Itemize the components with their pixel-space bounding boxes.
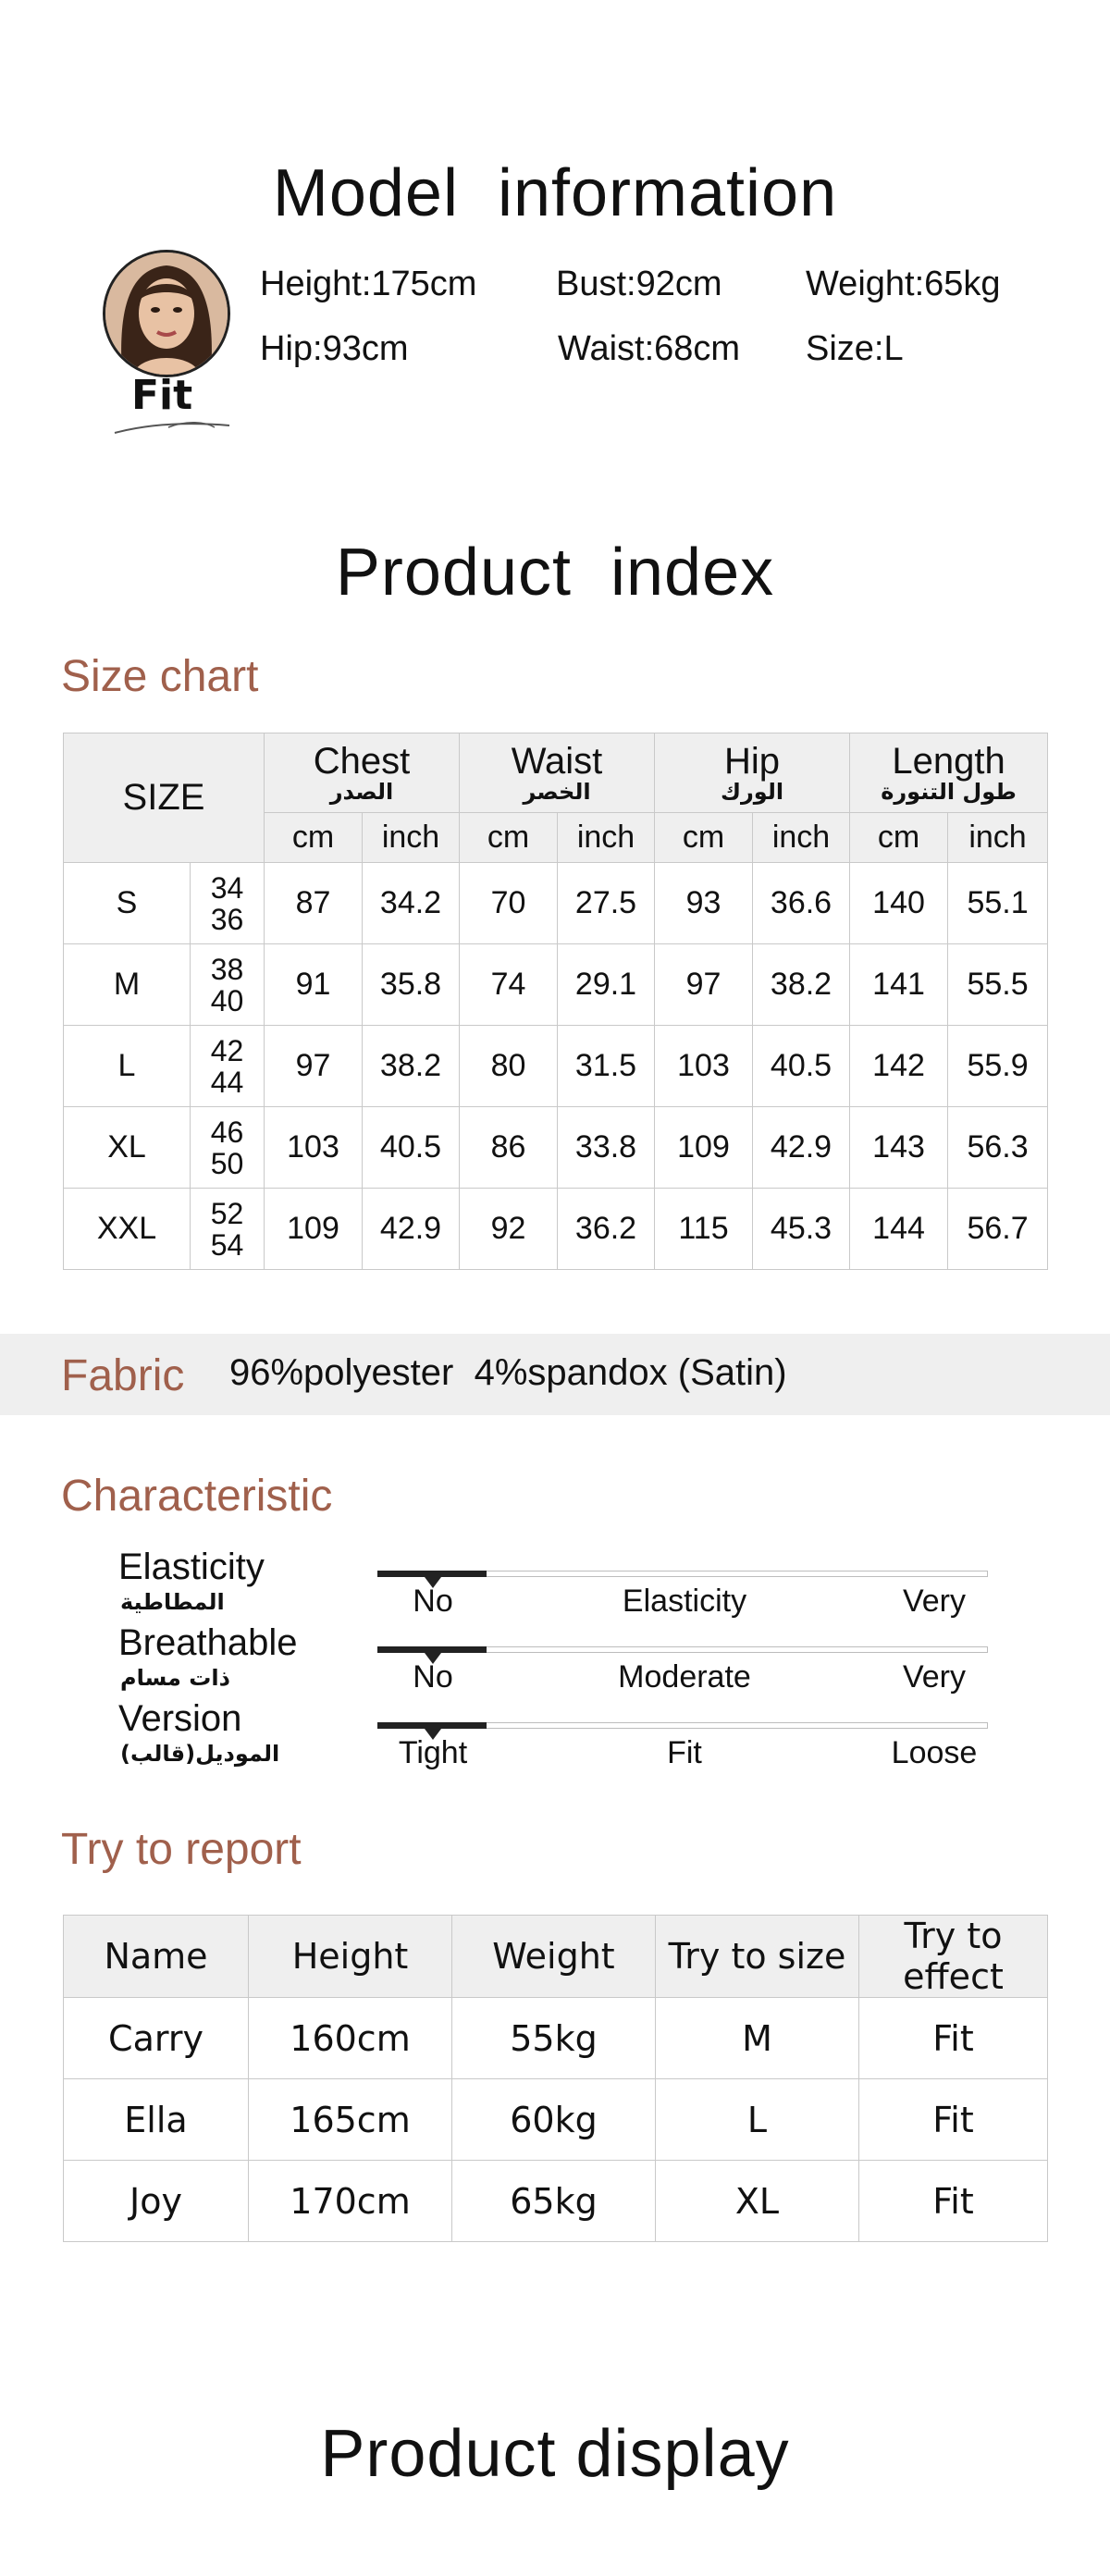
measurement-cell: 86 <box>460 1107 558 1189</box>
measurement-cell: 36.6 <box>753 863 850 944</box>
report-name-cell: Carry <box>64 1998 249 2079</box>
measurement-cell: 74 <box>460 944 558 1026</box>
column-name: Hip <box>724 740 781 782</box>
report-name-cell: Ella <box>64 2079 249 2161</box>
measurement-cell: 97 <box>265 1026 363 1107</box>
measurement-cell: 103 <box>655 1026 753 1107</box>
measurement-cell: 103 <box>265 1107 363 1189</box>
product-index-title: Product index <box>335 536 775 610</box>
measurement-cell: 97 <box>655 944 753 1026</box>
measurement-cell: 140 <box>850 863 948 944</box>
size-cell: M <box>64 944 191 1026</box>
measurement-cell: 91 <box>265 944 363 1026</box>
eu-size: 52 <box>210 1196 244 1230</box>
measurement-cell: 55.5 <box>948 944 1048 1026</box>
report-row <box>64 2161 1048 2242</box>
model-hip: Hip:93cm <box>260 329 409 368</box>
eu-size-cell <box>191 944 265 1026</box>
measurement-cell: 55.1 <box>948 863 1048 944</box>
unit-header: inch <box>558 813 655 863</box>
measurement-cell: 92 <box>460 1189 558 1270</box>
size-chart-label: Size chart <box>61 652 259 701</box>
size-chart-table <box>63 733 1048 1270</box>
measurement-cell: 109 <box>265 1189 363 1270</box>
scale-label: Very <box>902 1659 967 1695</box>
measurement-cell: 93 <box>655 863 753 944</box>
characteristic-name: Version <box>118 1698 242 1739</box>
eu-size: 50 <box>210 1146 244 1180</box>
signature-swoosh-icon <box>113 416 233 437</box>
characteristic-arabic: ذات مسام <box>120 1665 230 1691</box>
characteristic-name: Elasticity <box>118 1547 265 1587</box>
eu-size: 44 <box>210 1065 244 1099</box>
measurement-cell: 55.9 <box>948 1026 1048 1107</box>
measurement-cell: 87 <box>265 863 363 944</box>
measurement-cell: 29.1 <box>558 944 655 1026</box>
size-row <box>64 863 1048 944</box>
measurement-cell: 33.8 <box>558 1107 655 1189</box>
measurement-cell: 42.9 <box>753 1107 850 1189</box>
size-cell: XXL <box>64 1189 191 1270</box>
scale-label: Very <box>902 1584 967 1619</box>
eu-size: 36 <box>210 902 244 936</box>
measurement-cell: 115 <box>655 1189 753 1270</box>
fabric-label: Fabric <box>61 1351 185 1400</box>
eu-size: 34 <box>210 870 244 905</box>
report-size-cell: L <box>656 2079 859 2161</box>
eu-size: 38 <box>210 952 244 986</box>
unit-header: inch <box>948 813 1048 863</box>
column-arabic-name: الصدر <box>329 778 394 805</box>
report-weight-cell: 60kg <box>452 2079 656 2161</box>
hip-header <box>655 733 850 813</box>
characteristic-label: Characteristic <box>61 1472 333 1521</box>
measurement-cell: 40.5 <box>753 1026 850 1107</box>
column-name: Length <box>892 740 1005 782</box>
size-row <box>64 1189 1048 1270</box>
measurement-cell: 35.8 <box>363 944 460 1026</box>
column-arabic-name: طول التنورة <box>881 778 1017 805</box>
report-header-effect: Try to effect <box>859 1916 1048 1998</box>
report-effect-cell: Fit <box>859 2079 1048 2161</box>
report-row <box>64 2079 1048 2161</box>
scale-label: No <box>413 1659 453 1695</box>
report-header-weight: Weight <box>452 1916 656 1998</box>
model-size: Size:L <box>806 329 904 368</box>
eu-size-cell <box>191 1026 265 1107</box>
report-weight-cell: 65kg <box>452 2161 656 2242</box>
measurement-cell: 141 <box>850 944 948 1026</box>
chest-header <box>265 733 460 813</box>
size-cell: XL <box>64 1107 191 1189</box>
product-display-title: Product display <box>320 2417 790 2491</box>
eu-size-cell <box>191 863 265 944</box>
eu-size-cell <box>191 1107 265 1189</box>
model-portrait-icon <box>105 253 228 375</box>
scale-label: Fit <box>667 1735 702 1770</box>
characteristic-arabic: الموديل(قالب) <box>120 1741 280 1767</box>
scale-fill <box>377 1722 487 1729</box>
size-row <box>64 1107 1048 1189</box>
measurement-cell: 27.5 <box>558 863 655 944</box>
column-arabic-name: الورك <box>720 778 784 805</box>
measurement-cell: 56.7 <box>948 1189 1048 1270</box>
unit-header: cm <box>265 813 363 863</box>
eu-size-cell <box>191 1189 265 1270</box>
try-report-table <box>63 1915 1048 2242</box>
scale-label: Elasticity <box>622 1584 747 1619</box>
measurement-cell: 143 <box>850 1107 948 1189</box>
scale-label: Moderate <box>618 1659 751 1695</box>
model-avatar <box>103 250 230 377</box>
size-cell: L <box>64 1026 191 1107</box>
report-height-cell: 165cm <box>249 2079 452 2161</box>
measurement-cell: 38.2 <box>363 1026 460 1107</box>
model-waist: Waist:68cm <box>558 329 741 368</box>
eu-size: 46 <box>210 1115 244 1149</box>
measurement-cell: 144 <box>850 1189 948 1270</box>
measurement-cell: 38.2 <box>753 944 850 1026</box>
try-to-report-label: Try to report <box>61 1825 302 1874</box>
measurement-cell: 42.9 <box>363 1189 460 1270</box>
report-header-size: Try to size <box>656 1916 859 1998</box>
characteristic-name: Breathable <box>118 1622 298 1663</box>
column-name: Chest <box>313 740 411 782</box>
eu-size: 40 <box>210 983 244 1017</box>
column-arabic-name: الخصر <box>523 778 591 805</box>
measurement-cell: 31.5 <box>558 1026 655 1107</box>
measurement-cell: 36.2 <box>558 1189 655 1270</box>
unit-header: cm <box>655 813 753 863</box>
size-row <box>64 1026 1048 1107</box>
report-height-cell: 160cm <box>249 1998 452 2079</box>
measurement-cell: 34.2 <box>363 863 460 944</box>
measurement-cell: 80 <box>460 1026 558 1107</box>
scale-fill <box>377 1646 487 1653</box>
scale-label: No <box>413 1584 453 1619</box>
report-size-cell: M <box>656 1998 859 2079</box>
report-height-cell: 170cm <box>249 2161 452 2242</box>
model-weight: Weight:65kg <box>806 265 1001 303</box>
eu-size: 54 <box>210 1227 244 1262</box>
measurement-cell: 45.3 <box>753 1189 850 1270</box>
column-name: Waist <box>511 740 603 782</box>
unit-header: cm <box>460 813 558 863</box>
characteristic-arabic: المطاطية <box>120 1589 225 1615</box>
measurement-cell: 40.5 <box>363 1107 460 1189</box>
eu-size: 42 <box>210 1033 244 1067</box>
report-header-name: Name <box>64 1916 249 1998</box>
model-bust: Bust:92cm <box>556 265 722 303</box>
report-size-cell: XL <box>656 2161 859 2242</box>
unit-header: cm <box>850 813 948 863</box>
measurement-cell: 109 <box>655 1107 753 1189</box>
report-effect-cell: Fit <box>859 2161 1048 2242</box>
report-weight-cell: 55kg <box>452 1998 656 2079</box>
report-row <box>64 1998 1048 2079</box>
size-cell: S <box>64 863 191 944</box>
fabric-composition: 96%polyester 4%spandox (Satin) <box>229 1352 787 1393</box>
scale-fill <box>377 1571 487 1577</box>
length-header <box>850 733 1048 813</box>
report-effect-cell: Fit <box>859 1998 1048 2079</box>
report-name-cell: Joy <box>64 2161 249 2242</box>
size-header: SIZE <box>64 733 265 863</box>
unit-header: inch <box>363 813 460 863</box>
size-row <box>64 944 1048 1026</box>
model-height: Height:175cm <box>260 265 477 303</box>
measurement-cell: 70 <box>460 863 558 944</box>
waist-header <box>460 733 655 813</box>
scale-label: Tight <box>398 1735 468 1770</box>
fit-label: Fit <box>131 372 193 419</box>
measurement-cell: 56.3 <box>948 1107 1048 1189</box>
unit-header: inch <box>753 813 850 863</box>
report-header-height: Height <box>249 1916 452 1998</box>
scale-label: Loose <box>891 1735 978 1770</box>
measurement-cell: 142 <box>850 1026 948 1107</box>
model-information-title: Model information <box>272 156 838 230</box>
